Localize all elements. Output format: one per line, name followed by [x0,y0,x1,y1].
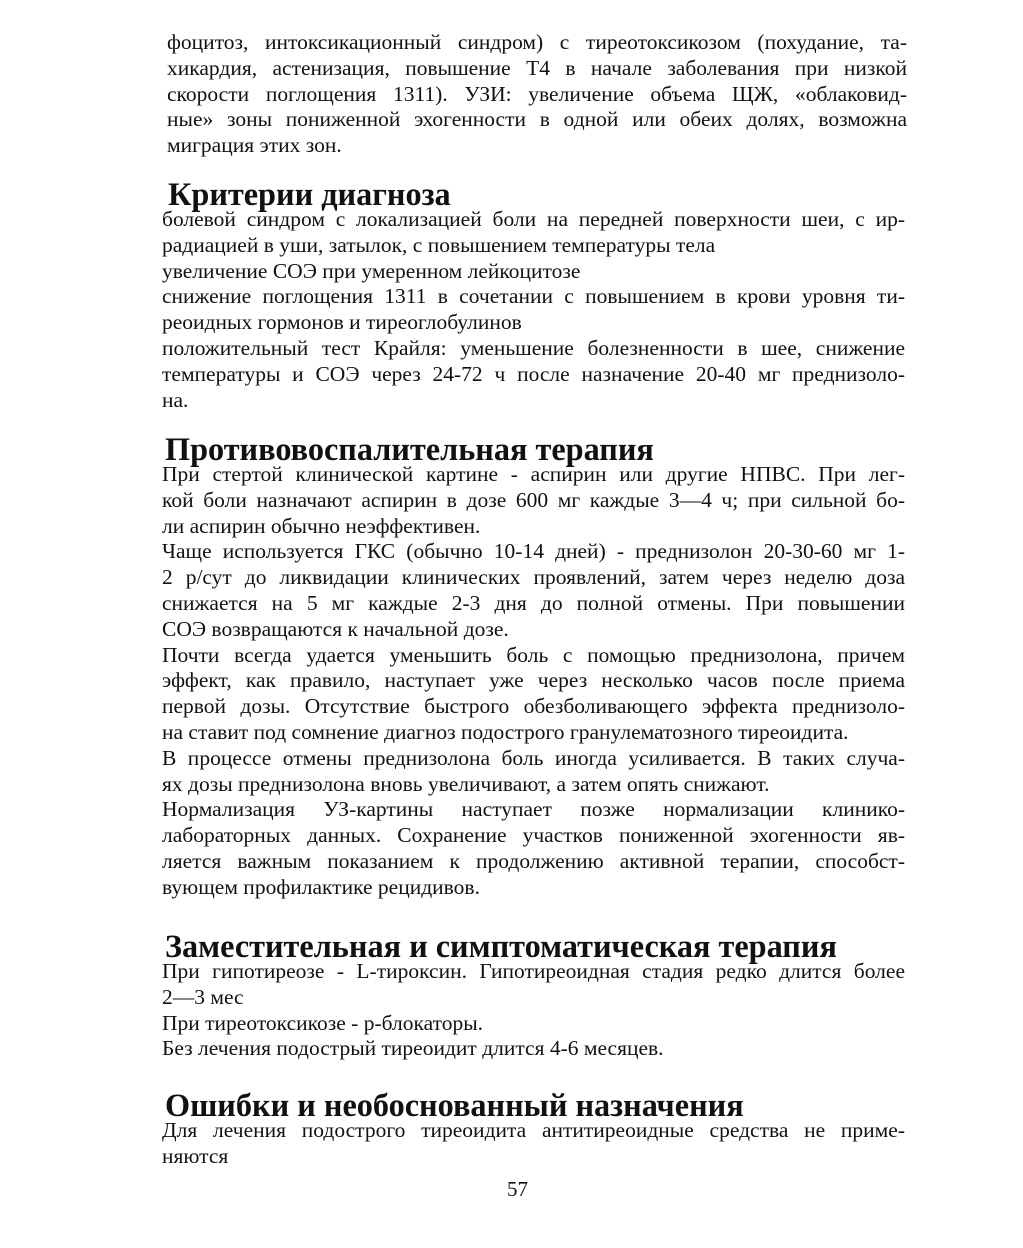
intro-text [167,30,907,159]
therapy-paragraph [162,643,905,746]
text-line: Для лечения подострого тиреоидита антитиреоидные средства не приме- [162,1118,905,1142]
section-heading: Противовоспалительная терапия [165,431,654,467]
text-line: При тиреотоксикозе - р-блокаторы. [162,1010,484,1035]
text-line: хикардия, астенизация, повышение Т4 в начале заболевания при низкой [167,55,907,80]
text-line: Почти всегда удается уменьшить боль с помощью преднизолона, причем [162,642,905,667]
text-line: вующем профилактике рецидивов. [162,874,480,899]
criteria-item [162,336,905,413]
text-line: лабораторных данных. Сохранение участков пониженной эхогенности яв- [162,823,905,848]
criteria-item [162,284,905,336]
text-line: ные» зоны пониженной эхогенности в одной или обеих долях, возможна [167,107,907,132]
text-line: ляется важным показанием к продолжению активной терапии, способст- [162,848,905,873]
text-line: болевой синдром с локализацией боли на передней поверхности шеи, с ир- [162,207,905,231]
section-replacement-therapy [162,928,905,1062]
text-line: няются [162,1143,229,1168]
text-line: 2—3 мес [162,984,244,1009]
text-line: скорости поглощения 1311). УЗИ: увеличение объема ЩЖ, «облаковид- [167,81,907,106]
text-line: При стертой клинической картине - аспирин или другие НПВС. При лег- [162,462,905,486]
errors-paragraph [162,1118,905,1170]
section-heading: Критерии диагноза [168,176,451,212]
text-line: радиацией в уши, затылок, с повышением температуры тела [162,232,716,257]
text-line: Нормализация УЗ-картины наступает позже нормализации клинико- [162,797,905,822]
text-line: 2 р/сут до ликвидации клинических проявлений, затем через неделю доза [162,565,905,590]
text-line: ли аспирин обычно неэффективен. [162,513,481,538]
text-line: на ставит под сомнение диагноз подострого гранулематозного тиреоидита. [162,719,849,744]
section-diagnosis-criteria [162,176,905,413]
text-line: ях дозы преднизолона вновь увеличивают, а затем опять снижают. [162,771,770,796]
text-line: Чаще используется ГКС (обычно 10-14 дней) - преднизолон 20-30-60 мг 1- [162,539,905,564]
section-anti-inflammatory-therapy [162,431,905,901]
text-line: снижение поглощения 1311 в сочетании с повышением в крови уровня ти- [162,284,905,309]
text-line: температуры и СОЭ через 24-72 ч после назначение 20-40 мг преднизоло- [162,361,905,386]
criteria-item [162,207,905,259]
text-line: снижается на 5 мг каждые 2-3 дня до полной отмены. При повышении [162,590,905,615]
section-heading: Заместительная и симптоматическая терапия [165,928,837,964]
intro-paragraph [167,30,907,159]
text-line: первой дозы. Отсутствие быстрого обезболивающего эффекта преднизоло- [162,694,905,719]
replacement-paragraph [162,1036,905,1062]
text-line: на. [162,387,189,412]
section-heading: Ошибки и необоснованный назначения [165,1087,744,1123]
text-line: реоидных гормонов и тиреоглобулинов [162,310,522,335]
page-number: 57 [507,1177,528,1201]
text-line: Без лечения подострый тиреоидит длится 4-6 месяцев. [162,1036,664,1061]
text-line: фоцитоз, интоксикационный синдром) с тиреотоксикозом (похудание, та- [167,30,907,54]
therapy-paragraph [162,797,905,900]
replacement-paragraph [162,1011,905,1037]
text-line: положительный тест Крайля: уменьшение болезненности в шее, снижение [162,335,905,360]
section-errors [162,1087,905,1170]
text-line: миграция этих зон. [167,133,342,158]
therapy-paragraph [162,462,905,539]
text-line: В процессе отмены преднизолона боль иногда усиливается. В таких случа- [162,745,905,770]
text-line: кой боли назначают аспирин в дозе 600 мг каждые 3—4 ч; при сильной бо- [162,487,905,512]
therapy-paragraph [162,746,905,798]
criteria-item [162,259,905,285]
text-line: увеличение СОЭ при умеренном лейкоцитозе [162,258,581,283]
text-line: эффект, как правило, наступает уже через несколько часов после приема [162,668,905,693]
replacement-paragraph [162,959,905,1011]
therapy-paragraph [162,539,905,642]
text-line: СОЭ возвращаются к начальной дозе. [162,616,509,641]
text-line: При гипотиреозе - L-тироксин. Гипотиреоидная стадия редко длится более [162,959,905,983]
